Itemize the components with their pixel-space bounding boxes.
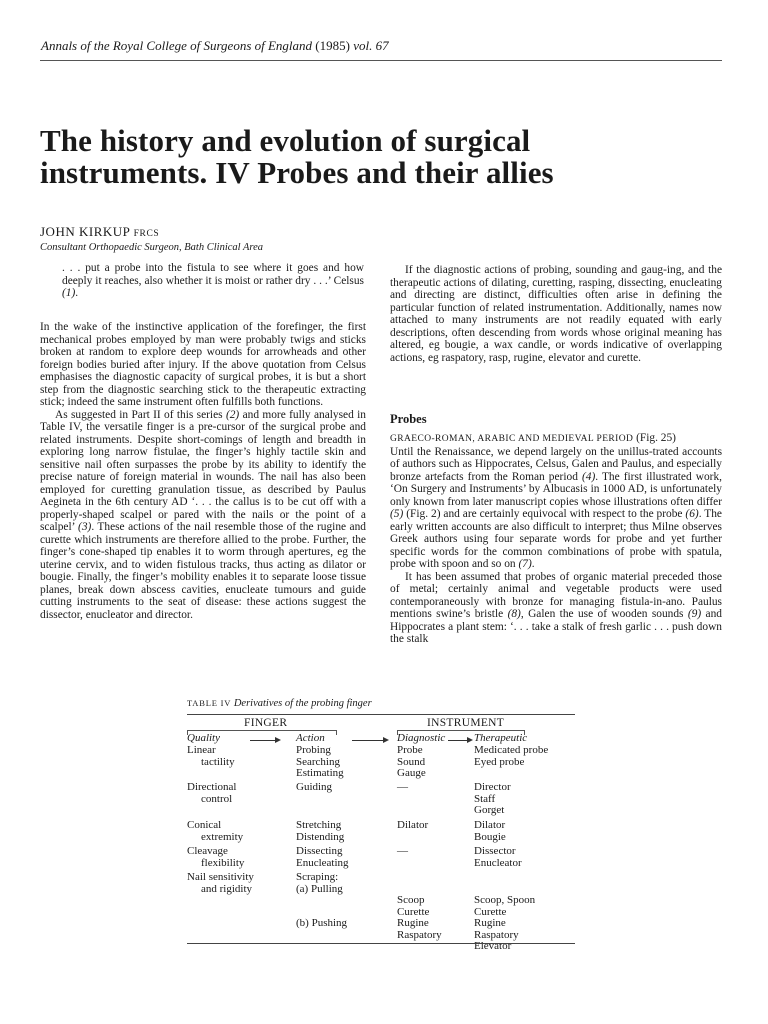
table-cell-diagnostic: Scoop bbox=[397, 894, 425, 906]
table-cell-quality: Directional bbox=[187, 781, 237, 793]
table-cell-therapeutic: Scoop, Spoon bbox=[474, 894, 536, 906]
table-cell-action: Scraping: bbox=[296, 871, 339, 883]
citation: (3) bbox=[78, 521, 92, 533]
table-bottom-rule bbox=[187, 943, 575, 944]
table-label: TABLE IV bbox=[187, 698, 232, 708]
citation: (2) bbox=[225, 408, 240, 421]
table-caption bbox=[187, 698, 372, 709]
text-span: (Fig. 2) and are certainly equivocal with respect to the probe bbox=[406, 508, 683, 520]
table-cell-quality: control bbox=[201, 792, 233, 805]
paragraph-finger bbox=[40, 409, 366, 622]
epigraph-quote bbox=[62, 262, 364, 300]
text-span: . bbox=[531, 558, 535, 570]
table-cell-quality: flexibility bbox=[201, 856, 245, 869]
table-top-rule bbox=[187, 714, 575, 715]
table-cell-therapeutic: Medicated probe bbox=[474, 744, 549, 756]
paragraph-organic bbox=[390, 571, 722, 646]
journal-year: (1985) bbox=[315, 38, 350, 53]
quote-text: . . . put a probe into the fistula to see where it goes and how deeply it reaches, also whether it is moist or rather dry . . .’ Celsus bbox=[62, 262, 364, 287]
column-right-body bbox=[390, 432, 722, 646]
article-title bbox=[40, 125, 730, 189]
author-qualification: FRCS bbox=[133, 229, 160, 239]
finger-heading: FINGER bbox=[244, 717, 288, 729]
arrow-right-icon bbox=[383, 737, 389, 743]
arrow-line bbox=[250, 740, 276, 741]
table-cell-quality: Nail sensitivity bbox=[187, 871, 254, 883]
table-cell-diagnostic: Rugine bbox=[397, 917, 429, 929]
table-cell-quality: Cleavage bbox=[187, 845, 228, 857]
title-line-1: The history and evolution of surgical bbox=[40, 123, 531, 158]
journal-volume: vol. 67 bbox=[353, 38, 389, 53]
table-cell-quality: Conical bbox=[187, 819, 222, 831]
instrument-heading: INSTRUMENT bbox=[427, 717, 505, 729]
paragraph-renaissance bbox=[390, 446, 722, 571]
table-cell-quality: Linear bbox=[187, 744, 216, 756]
text-span: . The early written accounts are also difficult to interpret; thus Milne observes Greek authors using four separate words for probe and yet further specific words for the common combinations of probe with spatula, probe with spoon and so on bbox=[390, 508, 722, 570]
arrow-right-icon bbox=[275, 737, 281, 743]
table-cell-therapeutic: Bougie bbox=[474, 830, 506, 843]
table-cell-therapeutic: Rugine bbox=[474, 917, 506, 929]
table-cell-action: Searching bbox=[296, 755, 340, 768]
table-cell-therapeutic: Gorget bbox=[474, 804, 505, 816]
journal-header bbox=[41, 38, 389, 54]
header-rule bbox=[40, 60, 722, 61]
text-span: As suggested in Part II of this series bbox=[55, 408, 223, 421]
table-cell-diagnostic: Probe bbox=[397, 744, 423, 756]
citation: (9) bbox=[687, 608, 702, 620]
column-left bbox=[40, 321, 366, 621]
table-cell-therapeutic: Director bbox=[474, 781, 511, 793]
table-cell-action: (a) Pulling bbox=[296, 882, 343, 895]
citation: (5) bbox=[390, 508, 404, 520]
table-cell-action: (b) Pushing bbox=[296, 917, 348, 929]
table-cell-action: Enucleating bbox=[296, 856, 349, 869]
table-cell-diagnostic: Gauge bbox=[397, 767, 426, 779]
table-cell-therapeutic: Dissector bbox=[474, 845, 516, 857]
table-cell-action: Distending bbox=[296, 830, 345, 843]
table-cell-therapeutic: Dilator bbox=[474, 819, 506, 831]
text-span: It has been assumed that probes of organic material preceded those of metal; certainly animal and vegetable products were used contemporaneously with bronze for managing fistula-in-ano. Paulus mentions swine’s bristle bbox=[390, 570, 722, 620]
journal-name: Annals of the Royal College of Surgeons of England bbox=[41, 38, 313, 53]
paragraph-intro: In the wake of the instinctive application of the forefinger, the first mechanical probes employed by man were probably twigs and sticks broken at random to explore deep wounds for arrowheads and other foreign bodies buried after injury. If the above quotation from Celsus emphasises the diagnostic capacity of surgical probes, it is but a short step from the diagnostic searching stick to the therapeutic extracting stick; indeed the same instrument often fulfills both functions. bbox=[40, 321, 366, 408]
citation: (7) bbox=[518, 558, 532, 570]
therapeutic-head: Therapeutic bbox=[474, 732, 528, 744]
arrow-right-icon bbox=[467, 737, 473, 743]
table-cell-diagnostic: Raspatory bbox=[397, 928, 442, 941]
diagnostic-head: Diagnostic bbox=[397, 732, 446, 744]
table-title: Derivatives of the probing finger bbox=[233, 698, 372, 709]
section-heading-probes: Probes bbox=[390, 412, 427, 426]
table-cell-action: Guiding bbox=[296, 781, 333, 793]
table-cell-action: Dissecting bbox=[296, 845, 343, 857]
text-span: , Galen the use of wooden sounds bbox=[520, 608, 684, 620]
text-span: and more fully analysed in Table IV, the versatile finger is a pre-cursor of the surgical probe and related instruments. Despite short-comings of length and breadth in exploring long narrow fistulae, the finger’s highly tactile skin and sensitive nail often surpasses the probe by its ability to identify the precise nature of foreign material in wounds. The nail has also been employed for curetting granulation tissue, as described by Paulus Aegineta in the 6th century AD ‘. . . the callus is to be cut off with a properly-shaped scalpel or pared with the nails or the point of a scalpel’ bbox=[40, 408, 366, 533]
citation: (4) bbox=[581, 470, 596, 483]
author-line bbox=[40, 224, 159, 240]
table-cell-quality: and rigidity bbox=[201, 882, 253, 895]
period-heading: GRAECO-ROMAN, ARABIC AND MEDIEVAL PERIOD bbox=[390, 434, 634, 444]
table-cell-therapeutic: Enucleator bbox=[474, 856, 522, 869]
quote-end: . bbox=[75, 287, 79, 299]
author-name: JOHN KIRKUP bbox=[40, 224, 130, 239]
period-line bbox=[390, 432, 722, 446]
citation: (8) bbox=[507, 608, 521, 620]
table-cell-diagnostic: Curette bbox=[397, 905, 430, 918]
text-span: Until the Renaissance, we depend largely on the unillus-trated accounts of authors such as Hippocrates, Celsus, Galen and Paulus, and especially bronze artefacts from the Roman period bbox=[390, 445, 722, 483]
arrow-line bbox=[448, 740, 468, 741]
table-cell-therapeutic: Staff bbox=[474, 792, 496, 805]
citation: (6) bbox=[685, 508, 699, 520]
text-span: . These actions of the nail resemble those of the rugine and curette which instruments are therefore allied to the probe. Further, the finger’s cone-shaped tip enables it to worm through apertures, eg the uterine cervix, and to widen fistulous tracks, thus acting as dilator or bougie. Finally, the finger’s mobility enables it to separate loose tissue planes, break down abscess cavities, enucleate tumours and guide cutting instruments to the seat of disease: these actions suggest the dissector, enucleator and director. bbox=[40, 521, 366, 621]
table-cell-action: Probing bbox=[296, 744, 331, 756]
figure-reference: (Fig. 25) bbox=[636, 432, 676, 444]
table-cell-action: Stretching bbox=[296, 819, 342, 831]
table-cell-diagnostic: Sound bbox=[397, 755, 426, 768]
quote-reference: (1) bbox=[62, 287, 76, 299]
table-cell-therapeutic: Raspatory bbox=[474, 928, 519, 941]
author-affiliation: Consultant Orthopaedic Surgeon, Bath Clinical Area bbox=[40, 242, 264, 253]
table-cell-quality: extremity bbox=[201, 830, 244, 843]
table-cell-diagnostic: Dilator bbox=[397, 819, 429, 831]
title-line-2: instruments. IV Probes and their allies bbox=[40, 155, 554, 190]
table-cell-therapeutic: Curette bbox=[474, 905, 507, 918]
text-span: and Hippocrates a plant stem: ‘. . . take a stalk of fresh garlic . . . push down the stalk bbox=[390, 608, 722, 645]
text-span: . The first illustrated work, ‘On Surgery and Instruments’ by Albucasis in 1000 AD, is unfortunately only known from later manuscript copies whose illustrations often differ bbox=[390, 470, 722, 508]
table-cell-quality: tactility bbox=[201, 755, 235, 768]
table-cell-action: Estimating bbox=[296, 767, 344, 779]
action-head: Action bbox=[296, 732, 325, 744]
table-cell-therapeutic: Eyed probe bbox=[474, 755, 525, 768]
table-cell-diagnostic: — bbox=[397, 781, 408, 793]
arrow-line bbox=[352, 740, 384, 741]
table-cell-therapeutic: Elevator bbox=[474, 940, 512, 952]
quality-head: Quality bbox=[187, 732, 220, 744]
column-right-top bbox=[390, 264, 722, 364]
paragraph-actions: If the diagnostic actions of probing, sounding and gaug-ing, and the therapeutic actions of dilating, curetting, rasping, dissecting, enucleating and directing are distinct, difficulties often arise in defining the particular function of related instrumentation. Additionally, names now attached to many instruments are not readily equated with early descriptions, often descending from words whose original meaning has altered, eg bougie, a wax candle, or words indicative of overlapping actions, eg raspatory, rasp, rugine, elevator and curette. bbox=[390, 264, 722, 364]
table-cell-diagnostic: — bbox=[397, 845, 408, 857]
